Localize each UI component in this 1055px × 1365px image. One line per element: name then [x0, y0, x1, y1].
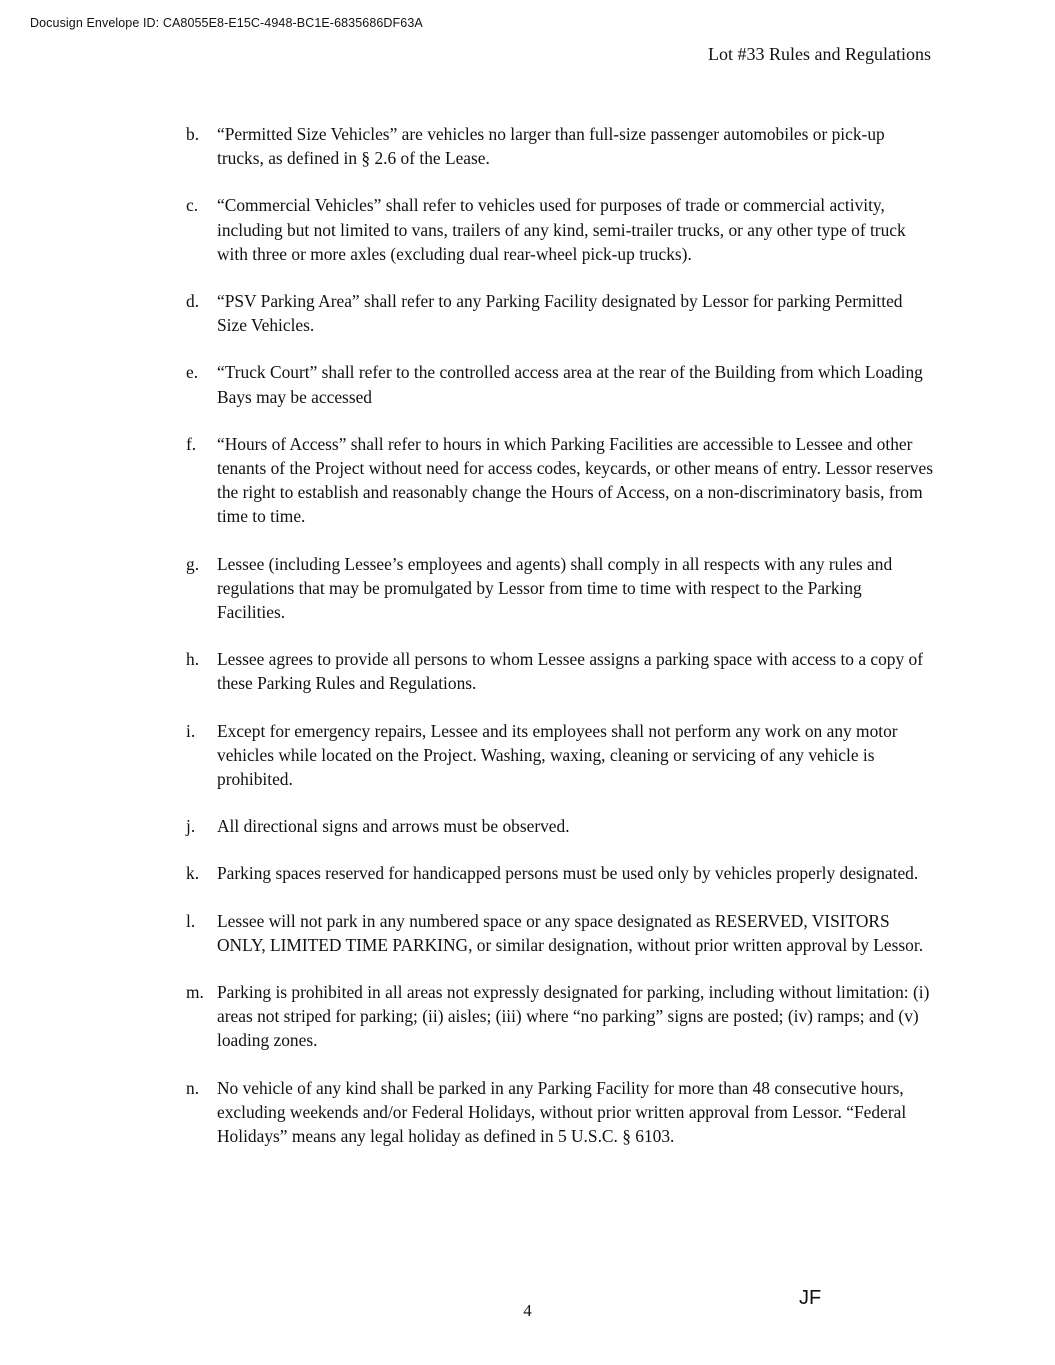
rule-text: “Hours of Access” shall refer to hours in which Parking Facilities are accessible to Lessee and other tenants of the Project without need for access codes, keycards, or other means of entry. Lessor reserves the right to establish and reasonably change the Hours of Access, on a non-discriminatory basis, from time to time.: [217, 433, 933, 527]
rule-text: “Truck Court” shall refer to the controlled access area at the rear of the Building from which Loading Bays may be accessed: [217, 362, 923, 407]
rule-text: “Permitted Size Vehicles” are vehicles no larger than full-size passenger automobiles or pick-up trucks, as defined in § 2.6 of the Lease.: [217, 124, 885, 169]
rule-text: Lessee will not park in any numbered space or any space designated as RESERVED, VISITORS ONLY, LIMITED TIME PARKING, or similar designation, without prior written approval by Lessor.: [217, 910, 924, 955]
rule-item-d: [186, 289, 934, 337]
rule-item-j: [186, 814, 934, 838]
docusign-envelope-id: Docusign Envelope ID: CA8055E8-E15C-4948-BC1E-6835686DF63A: [30, 16, 423, 30]
rules-list: [186, 122, 934, 1171]
rule-text: All directional signs and arrows must be observed.: [217, 816, 570, 837]
rule-text: Except for emergency repairs, Lessee and its employees shall not perform any work on any motor vehicles while located on the Project. Washing, waxing, cleaning or servicing of any vehicle is prohibited.: [217, 720, 898, 790]
rule-item-h: [186, 647, 934, 695]
rule-letter: f.: [186, 433, 197, 454]
rule-item-c: [186, 193, 934, 266]
page-number: 4: [523, 1301, 532, 1320]
rule-item-n: [186, 1076, 934, 1149]
rule-text: Parking spaces reserved for handicapped persons must be used only by vehicles properly designated.: [217, 863, 919, 884]
signer-initials: JF: [799, 1287, 822, 1309]
rule-text: Parking is prohibited in all areas not expressly designated for parking, including without limitation: (i) areas not striped for parking; (ii) aisles; (iii) where “no parking” signs are posted; (iv) ramps; and (v) loading zones.: [217, 982, 930, 1051]
rule-text: Lessee agrees to provide all persons to whom Lessee assigns a parking space with access to a copy of these Parking Rules and Regulations.: [217, 649, 924, 694]
rule-letter: j.: [186, 816, 196, 837]
rule-item-b: [186, 122, 934, 170]
rule-letter: b.: [186, 124, 200, 144]
rule-letter: i.: [186, 720, 196, 741]
rule-letter: d.: [186, 291, 200, 312]
rule-letter: e.: [186, 362, 199, 383]
rule-item-e: [186, 360, 934, 408]
rule-item-l: [186, 909, 934, 957]
rule-letter: m.: [186, 982, 204, 1003]
rule-letter: k.: [186, 863, 200, 884]
page-header-title: Lot #33 Rules and Regulations: [708, 44, 931, 64]
rule-item-k: [186, 861, 934, 885]
rule-letter: n.: [186, 1077, 200, 1098]
rule-letter: c.: [186, 195, 199, 216]
rule-text: No vehicle of any kind shall be parked in any Parking Facility for more than 48 consecutive hours, excluding weekends and/or Federal Holidays, without prior written approval from Lessor. “Federal Holidays” means any legal holiday as defined in 5 U.S.C. § 6103.: [217, 1077, 907, 1147]
rule-text: “PSV Parking Area” shall refer to any Parking Facility designated by Lessor for parking Permitted Size Vehicles.: [217, 291, 903, 336]
rule-item-m: [186, 980, 934, 1053]
rule-item-f: [186, 432, 934, 529]
rule-letter: l.: [186, 910, 196, 931]
rule-letter: g.: [186, 553, 200, 574]
rule-item-g: [186, 552, 934, 625]
rule-letter: h.: [186, 649, 200, 670]
rule-text: “Commercial Vehicles” shall refer to vehicles used for purposes of trade or commercial activity, including but not limited to vans, trailers of any kind, semi-trailer trucks, or any other type of truck with three or more axles (excluding dual rear-wheel pick-up trucks).: [217, 195, 906, 264]
rule-item-i: [186, 719, 934, 792]
rule-text: Lessee (including Lessee’s employees and agents) shall comply in all respects with any rules and regulations that may be promulgated by Lessor from time to time with respect to the Parking Facilities.: [217, 553, 893, 623]
